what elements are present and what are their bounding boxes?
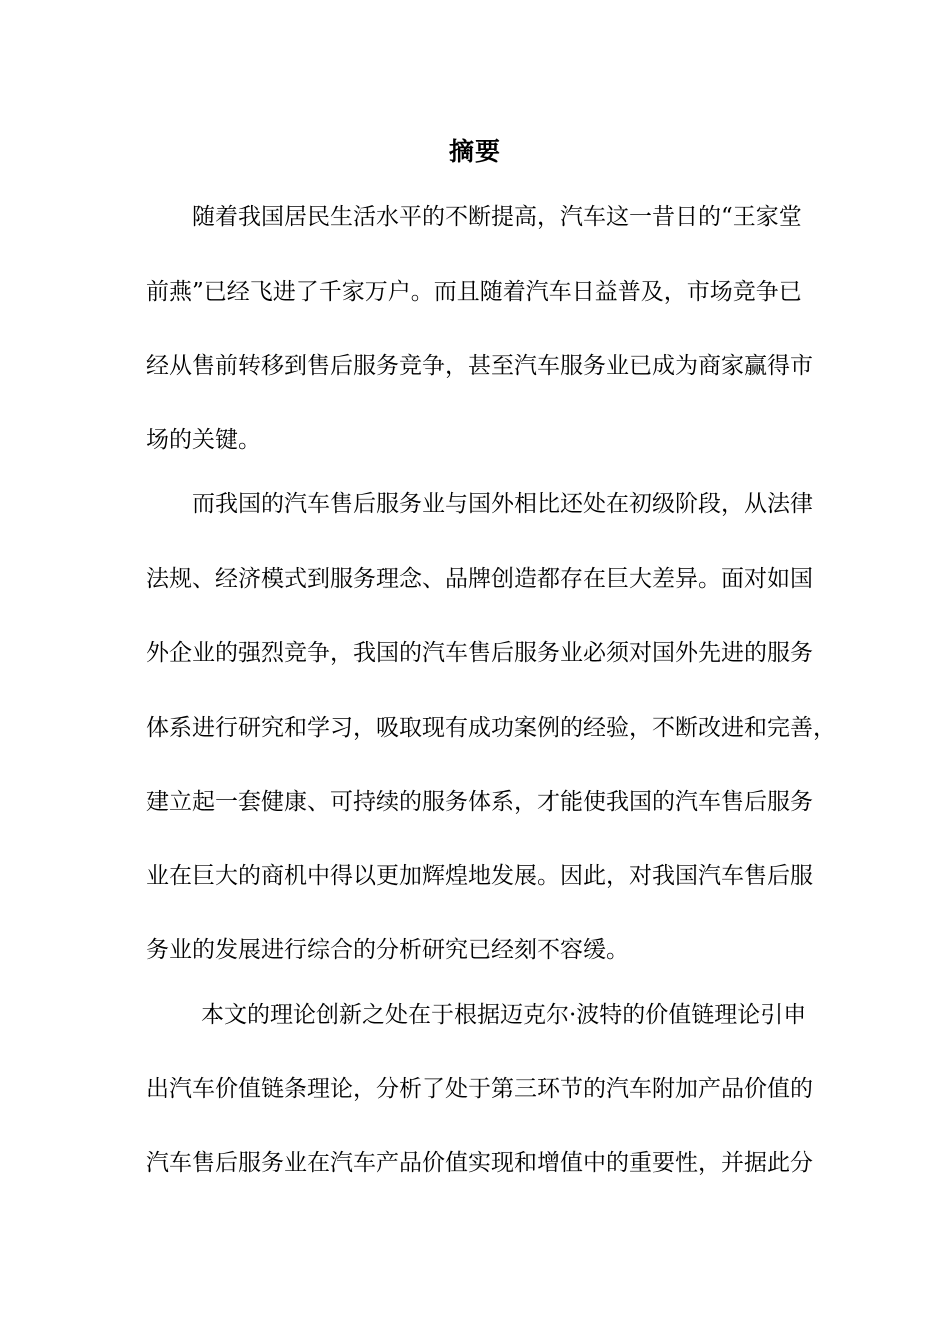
abstract-title: 摘要 (448, 137, 501, 166)
paragraph-2-line-7: 务业的发展进行综合的分析研究已经刻不容缓。 (146, 937, 629, 963)
paragraph-2-line-6: 业在巨大的商机中得以更加辉煌地发展。因此，对我国汽车售后服 (146, 863, 813, 889)
paragraph-2-line-5: 建立起一套健康、可持续的服务体系，才能使我国的汽车售后服务 (146, 789, 813, 815)
paragraph-1-line-2: 前燕”已经飞进了千家万户。而且随着汽车日益普及，市场竞争已 (146, 279, 802, 305)
paragraph-3-line-2: 出汽车价值链条理论，分析了处于第三环节的汽车附加产品价值的 (146, 1076, 813, 1102)
paragraph-1-line-4: 场的关键。 (146, 427, 261, 453)
paragraph-3-line-1: 本文的理论创新之处在于根据迈克尔·波特的价值链理论引申 (201, 1002, 807, 1028)
paragraph-2-line-1: 而我国的汽车售后服务业与国外相比还处在初级阶段，从法律 (192, 491, 813, 517)
paragraph-1-line-3: 经从售前转移到售后服务竞争，甚至汽车服务业已成为商家赢得市 (146, 353, 813, 379)
paragraph-1-line-1: 随着我国居民生活水平的不断提高，汽车这一昔日的“王家堂 (192, 204, 802, 230)
paragraph-2-line-3: 外企业的强烈竞争，我国的汽车售后服务业必须对国外先进的服务 (146, 640, 813, 666)
paragraph-3-line-3: 汽车售后服务业在汽车产品价值实现和增值中的重要性，并据此分 (146, 1150, 813, 1176)
paragraph-2-line-2: 法规、经济模式到服务理念、品牌创造都存在巨大差异。面对如国 (146, 566, 813, 592)
paragraph-2-line-4: 体系进行研究和学习，吸取现有成功案例的经验，不断改进和完善， (146, 715, 836, 741)
